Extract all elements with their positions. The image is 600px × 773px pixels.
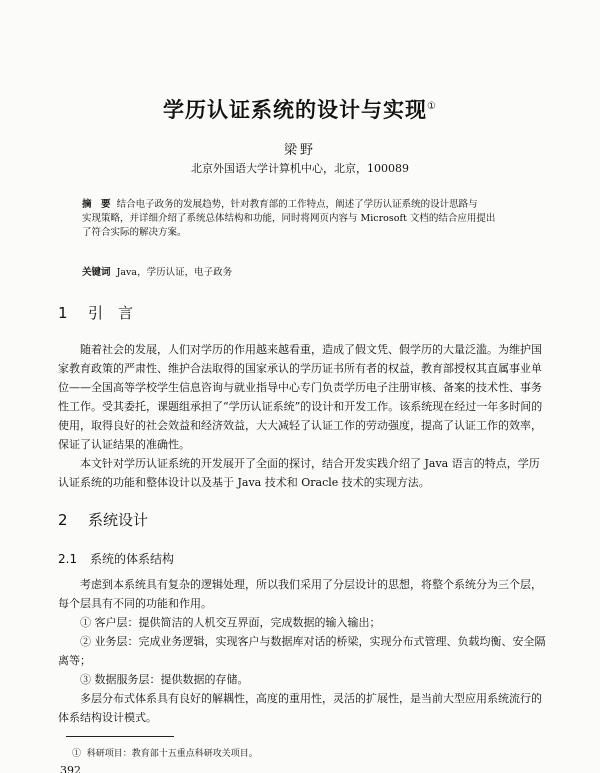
- section-title: 系统设计: [88, 511, 149, 529]
- subsection-heading-architecture: [58, 550, 174, 567]
- footnote-mark: ①: [72, 749, 82, 759]
- paragraph: 本文针对学历认证系统的开发展开了全面的探讨，结合开发实践介绍了 Java 语言的特点，学历认证系统的功能和整体设计以及基于 Java 技术和 Oracle 技术的实现方法。: [58, 457, 540, 489]
- abstract-label: 摘 要: [82, 199, 111, 210]
- section-heading-system-design: [58, 509, 148, 530]
- abstract-line: 了符合实际的解决方案。: [82, 227, 187, 238]
- keywords-line: [82, 266, 232, 280]
- architecture-body: [58, 575, 550, 727]
- subsection-number: 2.1: [58, 552, 78, 566]
- abstract-line-text: 结合电子政务的发展趋势，针对教育部的工作特点，阐述了学历认证系统的设计思路与: [116, 199, 478, 210]
- introduction-body: [58, 340, 550, 492]
- abstract-line: [82, 198, 522, 212]
- footnote-text: 科研项目：教育部十五重点科研攻关项目。: [86, 749, 258, 759]
- list-item: ② 业务层：完成业务逻辑，实现客户与数据库对话的桥梁，实现分布式管理、负载均衡、安全隔离等；: [58, 635, 546, 667]
- paragraph: 多层分布式体系具有良好的解耦性，高度的重用性，灵活的扩展性，是当前大型应用系统流行的体系结构设计模式。: [58, 692, 542, 724]
- page-number: 392: [60, 764, 81, 773]
- footnote-divider: [66, 736, 174, 737]
- subsection-title: 系统的体系结构: [90, 552, 175, 566]
- abstract-block: [82, 198, 522, 240]
- paragraph: 随着社会的发展，人们对学历的作用越来越看重，造成了假文凭、假学历的大量泛滥。为维护国家教育政策的严肃性、维护合法取得的国家承认的学历证书所有者的权益，教育部授权其直属事业单位——全国高等学校学生信息咨询与就业指导中心专门负责学历电子注册审核、备案的技术性、事务性工作。受其委托，课题组承担了“学历认证系统”的设计和开发工作。该系统现在经过一年多时间的使用，取得良好的社会效益和经济效益，大大减轻了认证工作的劳动强度，提高了认证工作的效率，保证了认证结果的准确性。: [58, 343, 543, 451]
- title-footnote-mark: ①: [427, 101, 437, 112]
- author-affiliation: 北京外国语大学计算机中心，北京，100089: [191, 162, 409, 175]
- paper-title: [0, 94, 600, 124]
- abstract-line: 实现策略，并详细介绍了系统总体结构和功能，同时将网页内容与 Microsoft 文档的结合应用提出: [82, 213, 496, 224]
- author-name: 梁野: [283, 143, 316, 158]
- footnote: [72, 746, 258, 759]
- section-number: 1: [58, 304, 68, 322]
- paper-title-text: 学历认证系统的设计与实现: [163, 98, 428, 122]
- section-title: 引 言: [88, 304, 134, 322]
- list-item: ① 客户层：提供简洁的人机交互界面，完成数据的输入输出；: [80, 616, 381, 629]
- section-heading-introduction: [58, 302, 133, 323]
- paragraph: 考虑到本系统具有复杂的逻辑处理，所以我们采用了分层设计的思想，将整个系统分为三个层，每个层具有不同的功能和作用。: [58, 578, 542, 610]
- keywords-label: 关键词: [82, 267, 111, 278]
- section-number: 2: [58, 511, 68, 529]
- keywords-text: Java，学历认证，电子政务: [116, 267, 233, 278]
- list-item: ③ 数据服务层：提供数据的存储。: [80, 673, 249, 686]
